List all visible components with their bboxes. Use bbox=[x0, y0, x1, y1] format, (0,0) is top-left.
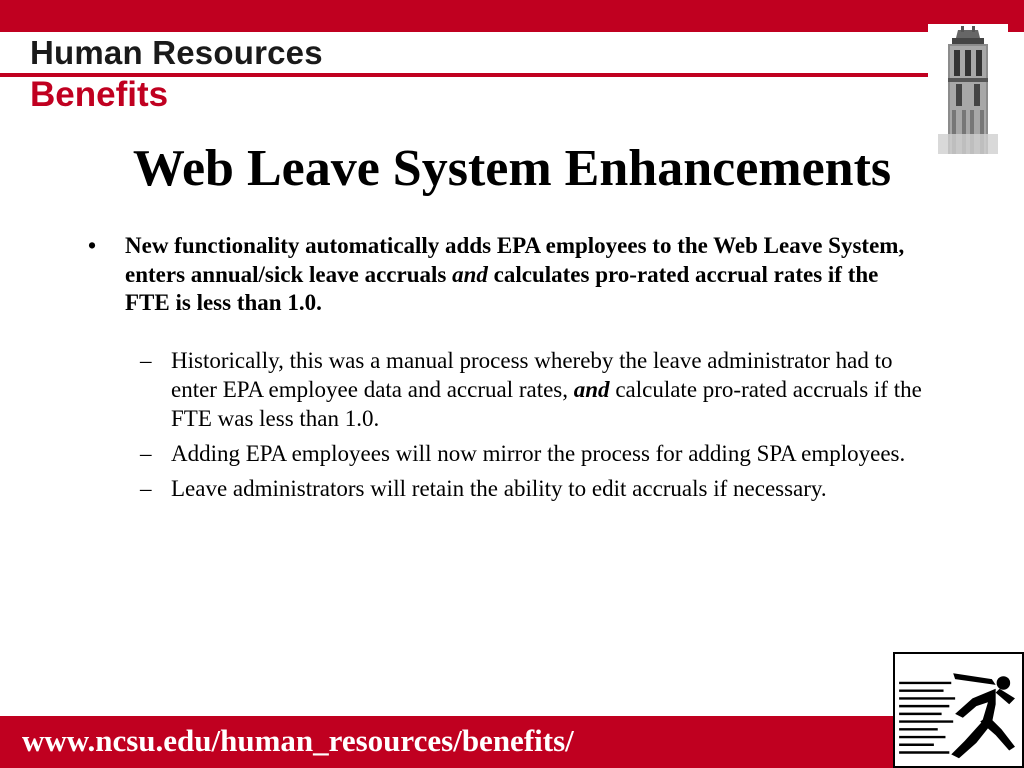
brand-line-benefits: Benefits bbox=[30, 75, 169, 114]
main-bullet-text bbox=[125, 232, 908, 318]
brand-logo bbox=[30, 36, 323, 112]
header-red-bar bbox=[0, 0, 1024, 32]
sub-bullet-marker: – bbox=[140, 348, 152, 373]
footer-url: www.ncsu.edu/human_resources/benefits/ bbox=[22, 723, 574, 758]
main-bullet bbox=[88, 232, 908, 318]
sub-bullet-text: Leave administrators will retain the ability to edit accruals if necessary. bbox=[171, 475, 827, 501]
sub-bullet-text bbox=[171, 347, 940, 434]
sub-bullet-text-part2: calculate pro-rated accruals if the FTE was less than 1.0. bbox=[171, 376, 922, 431]
sub-bullet-list bbox=[140, 347, 940, 510]
brand-line-human-resources: Human Resources bbox=[30, 34, 323, 71]
sub-bullet bbox=[140, 440, 940, 469]
sub-bullet-emphasis: and bbox=[573, 376, 610, 402]
sub-bullet bbox=[140, 347, 940, 434]
bell-tower-icon bbox=[928, 24, 1008, 154]
sub-bullet-text: Adding EPA employees will now mirror the process for adding SPA employees. bbox=[171, 440, 906, 466]
bullet-marker: • bbox=[88, 233, 97, 258]
main-bullet-text-part1: New functionality automatically adds EPA employees to the Web Leave System, enters annual/sick leave accruals bbox=[125, 233, 905, 287]
sub-bullet-marker: – bbox=[140, 475, 152, 501]
sub-bullet-marker: – bbox=[140, 440, 152, 466]
sub-bullet bbox=[140, 475, 940, 504]
main-bullet-emphasis: and bbox=[452, 261, 488, 287]
sprinter-icon bbox=[893, 652, 1024, 768]
main-bullet-text-part2: calculates pro-rated accrual rates if the FTE is less than 1.0. bbox=[125, 261, 879, 316]
sub-bullet-text-part1: Historically, this was a manual process whereby the leave administrator had to enter EPA employee data and accrual rates, bbox=[171, 348, 893, 402]
slide-title: Web Leave System Enhancements bbox=[132, 140, 892, 197]
